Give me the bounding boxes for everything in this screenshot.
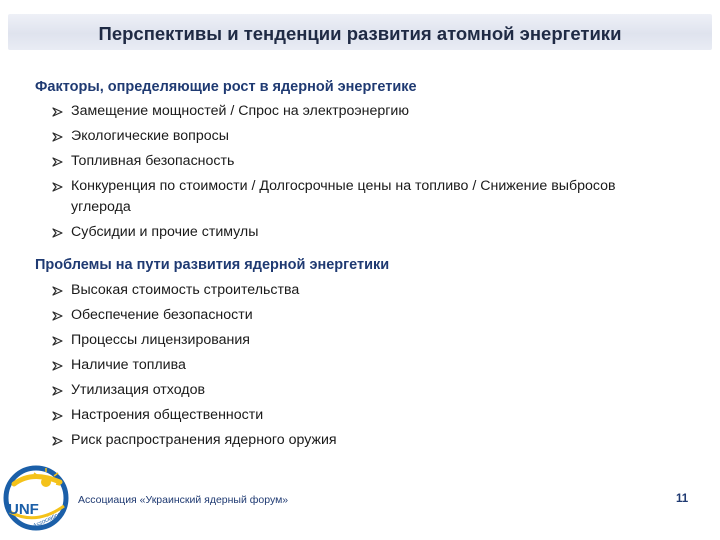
list-item xyxy=(52,380,652,401)
list-item xyxy=(52,126,652,147)
arrowhead-bullet-icon xyxy=(52,222,71,243)
arrowhead-bullet-icon xyxy=(52,101,71,122)
list-item xyxy=(52,101,652,122)
logo-text: UNF xyxy=(8,501,39,518)
arrowhead-bullet-icon xyxy=(52,280,71,301)
list-item-text: Наличие топлива xyxy=(71,357,186,373)
arrowhead-bullet-icon xyxy=(52,126,71,147)
title-bar xyxy=(8,14,712,50)
list-item xyxy=(52,280,652,301)
arrowhead-bullet-icon xyxy=(52,380,71,401)
list-item xyxy=(52,330,652,351)
page-title: Перспективы и тенденции развития атомной энергетики xyxy=(98,23,622,44)
list-item-text: Утилизация отходов xyxy=(71,382,206,398)
list-item xyxy=(52,430,652,451)
list-item xyxy=(52,151,652,172)
list-item xyxy=(52,355,652,376)
list-item-text: Обеспечение безопасности xyxy=(71,307,253,323)
arrowhead-bullet-icon xyxy=(52,330,71,351)
arrowhead-bullet-icon xyxy=(52,405,71,426)
unf-logo xyxy=(2,462,70,534)
list-item xyxy=(52,405,652,426)
list-item-text: Замещение мощностей / Спрос на электроэнергию xyxy=(71,103,409,119)
arrowhead-bullet-icon xyxy=(52,176,71,197)
list-item-text: Субсидии и прочие стимулы xyxy=(71,224,259,240)
list-item-text: Конкуренция по стоимости / Долгосрочные цены на топливо / Снижение выбросов углерода xyxy=(71,178,616,215)
arrowhead-bullet-icon xyxy=(52,305,71,326)
list-item-text: Экологические вопросы xyxy=(71,128,229,144)
section-heading-growth-factors: Факторы, определяющие рост в ядерной энергетике xyxy=(35,79,417,95)
logo-subtext: Association xyxy=(32,511,63,530)
arrowhead-bullet-icon xyxy=(52,355,71,376)
arrowhead-bullet-icon xyxy=(52,430,71,451)
page-number: 11 xyxy=(676,493,689,505)
list-item-text: Топливная безопасность xyxy=(71,153,235,169)
section-heading-challenges: Проблемы на пути развития ядерной энергетики xyxy=(35,257,390,273)
arrowhead-bullet-icon xyxy=(52,151,71,172)
list-item xyxy=(52,305,652,326)
footer-organization: Ассоциация «Украинский ядерный форум» xyxy=(78,494,289,506)
list-item-text: Высокая стоимость строительства xyxy=(71,282,300,298)
list-item xyxy=(52,222,652,243)
list-item-text: Риск распространения ядерного оружия xyxy=(71,432,337,448)
list-item-text: Процессы лицензирования xyxy=(71,332,250,348)
list-item xyxy=(52,176,622,218)
list-item-text: Настроения общественности xyxy=(71,407,264,423)
